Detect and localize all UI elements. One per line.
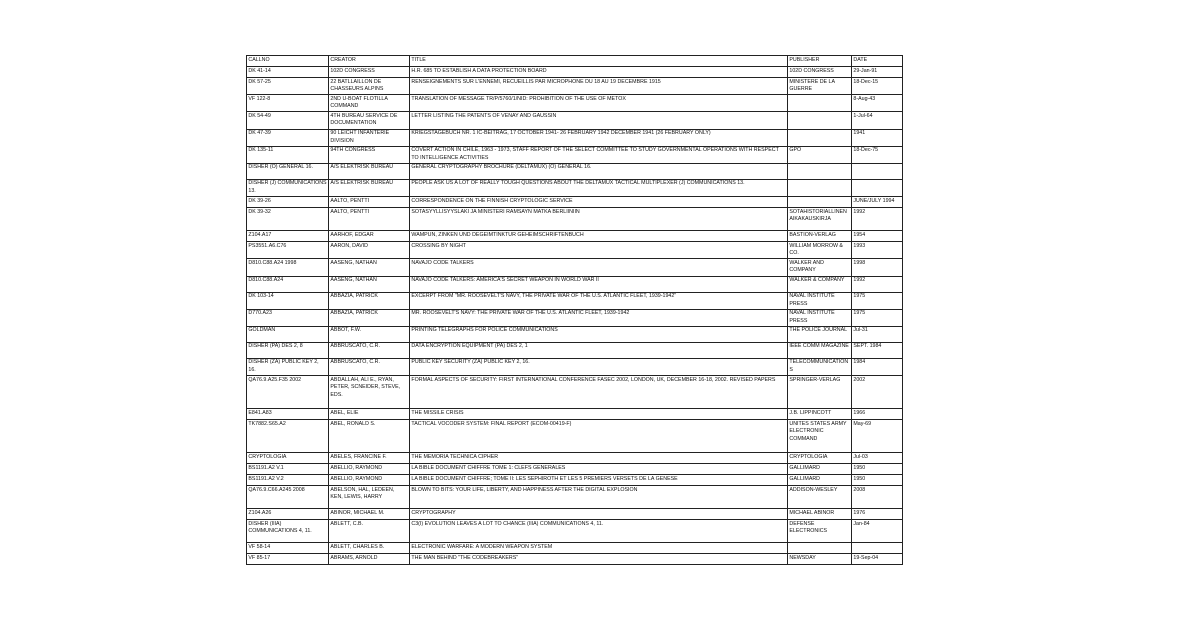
cell-creator: AALTO, PENTTI xyxy=(329,197,410,208)
cell-creator: 102D CONGRESS xyxy=(329,67,410,78)
cell-creator: AASENG, NATHAN xyxy=(329,259,410,276)
table-row xyxy=(247,509,903,520)
cell-publisher: CRYPTOLOGIA xyxy=(788,453,852,464)
cell-callno: DISHER (IIIA) COMMUNICATIONS 4, 11. xyxy=(247,520,329,543)
cell-creator: ABRAMS, ARNOLD xyxy=(329,554,410,565)
cell-title: CROSSING BY NIGHT xyxy=(410,242,788,259)
cell-date: 1976 xyxy=(852,509,903,520)
cell-title: C3(I) EVOLUTION LEAVES A LOT TO CHANCE (IIIA) COMMUNICATIONS 4, 11. xyxy=(410,520,788,543)
cell-callno: DISHER (PA) DES 2, 8 xyxy=(247,342,329,358)
cell-publisher: WALKER & COMPANY xyxy=(788,276,852,292)
cell-callno: Z104.A26 xyxy=(247,509,329,520)
cell-title: NAVAJO CODE TALKERS xyxy=(410,259,788,276)
cell-callno: Z104.A17 xyxy=(247,231,329,242)
table-row xyxy=(247,67,903,78)
cell-date: 1992 xyxy=(852,276,903,292)
cell-date: 1941 xyxy=(852,129,903,146)
table-row xyxy=(247,520,903,543)
cell-date: 18-Dec-75 xyxy=(852,146,903,163)
cell-title: CRYPTOGRAPHY xyxy=(410,509,788,520)
cell-callno: DISHER (O) GENERAL 16. xyxy=(247,163,329,179)
cell-creator: ABELLIO, RAYMOND xyxy=(329,464,410,475)
cell-publisher: TELECOMMUNICATIONS xyxy=(788,358,852,375)
cell-title: THE MAN BEHIND "THE CODEBREAKERS" xyxy=(410,554,788,565)
cell-title: SOTASYYLLISYYSLAKI JA MINISTERI RAMSAYN MATKA BERLIINIIN xyxy=(410,208,788,231)
table-row xyxy=(247,543,903,554)
cell-publisher: DEFENSE ELECTRONICS xyxy=(788,520,852,543)
cell-creator: ABELLIO, RAYMOND xyxy=(329,475,410,486)
cell-creator: ABBRUSCATO, C.R. xyxy=(329,358,410,375)
table-row xyxy=(247,464,903,475)
cell-date: Jan-84 xyxy=(852,520,903,543)
cell-publisher: GALLIMARD xyxy=(788,464,852,475)
header-creator: CREATOR xyxy=(329,56,410,67)
cell-creator: ABBRUSCATO, C.R. xyxy=(329,342,410,358)
cell-date: SEPT. 1984 xyxy=(852,342,903,358)
cell-creator: 90 LEICHT INFANTERIE DIVISION xyxy=(329,129,410,146)
table-row xyxy=(247,420,903,453)
cell-publisher: GPO xyxy=(788,146,852,163)
cell-title: COVERT ACTION IN CHILE, 1963 - 1973, STAFF REPORT OF THE SELECT COMMITTEE TO STUDY GOVERNMENTAL OPERATIONS WITH RESPECT TO INTELLIGENCE ACTIVITIES xyxy=(410,146,788,163)
table-row xyxy=(247,231,903,242)
cell-title: GENERAL CRYPTOGRAPHY BROCHURE (DELTAMUX) (O) GENERAL 16. xyxy=(410,163,788,179)
table-row xyxy=(247,95,903,112)
cell-creator: ABBAZIA, PATRICK xyxy=(329,309,410,326)
cell-title: RENSEIGNEMENTS SUR L'ENNEMI, RECUEILLIS PAR MICROPHONE DU 18 AU 19 DECEMBRE 1915 xyxy=(410,78,788,95)
cell-publisher: SOTAHISTORIALLINEN AIKAKAUSKIRJA xyxy=(788,208,852,231)
table-row xyxy=(247,78,903,95)
cell-date: Jul-31 xyxy=(852,326,903,342)
cell-callno: DK 39-32 xyxy=(247,208,329,231)
cell-creator: AALTO, PENTTI xyxy=(329,208,410,231)
cell-publisher: UNITES STATES ARMY ELECTRONIC COMMAND xyxy=(788,420,852,453)
cell-title: H.R. 685 TO ESTABLISH A DATA PROTECTION BOARD xyxy=(410,67,788,78)
table-row xyxy=(247,146,903,163)
cell-callno: DK 47-39 xyxy=(247,129,329,146)
cell-publisher xyxy=(788,95,852,112)
cell-publisher xyxy=(788,543,852,554)
cell-title: FORMAL ASPECTS OF SECURITY: FIRST INTERNATIONAL CONFERENCE FASEC 2002, LONDON, UK, DECEMBER 16-18, 2002. REVISED PAPERS xyxy=(410,376,788,409)
cell-title: TRANSLATION OF MESSAGE TR/P/5760/1/NID: PROHIBITION OF THE USE OF METOX xyxy=(410,95,788,112)
header-date: DATE xyxy=(852,56,903,67)
header-title: TITLE xyxy=(410,56,788,67)
cell-creator: 4TH BUREAU SERVICE DE DOCUMENTATION xyxy=(329,112,410,129)
cell-creator: ABBOT, F.W. xyxy=(329,326,410,342)
table-row xyxy=(247,112,903,129)
cell-creator: ABEL, ELIE xyxy=(329,409,410,420)
table-row xyxy=(247,292,903,309)
table-row xyxy=(247,179,903,196)
table-row xyxy=(247,276,903,292)
cell-date: 1975 xyxy=(852,309,903,326)
cell-title: CORRESPONDENCE ON THE FINNISH CRYPTOLOGIC SERVICE xyxy=(410,197,788,208)
cell-creator: ABINOR, MICHAEL M. xyxy=(329,509,410,520)
cell-title: LA BIBLE DOCUMENT CHIFFRE; TOME II: LES SEPHIROTH ET LES 5 PREMIERS VERSETS DE LA GENESE xyxy=(410,475,788,486)
cell-date: Jul-03 xyxy=(852,453,903,464)
cell-creator: ABELSON, HAL, LEDEEN, KEN, LEWIS, HARRY xyxy=(329,486,410,509)
cell-creator: A/S ELEKTRISK BUREAU xyxy=(329,163,410,179)
cell-title: ELECTRONIC WARFARE: A MODERN WEAPON SYSTEM xyxy=(410,543,788,554)
cell-publisher: NEWSDAY xyxy=(788,554,852,565)
cell-date: 1984 xyxy=(852,358,903,375)
cell-callno: DK 41-14 xyxy=(247,67,329,78)
cell-date: 18-Dec-15 xyxy=(852,78,903,95)
cell-title: THE MEMORIA TECHNICA CIPHER xyxy=(410,453,788,464)
cell-callno: D810.C88.A24 xyxy=(247,276,329,292)
cell-creator: A/S ELEKTRISK BUREAU xyxy=(329,179,410,196)
cell-date: 8-Aug-43 xyxy=(852,95,903,112)
cell-callno: VF 85-17 xyxy=(247,554,329,565)
cell-callno: DISHER (ZA) PUBLIC KEY 2, 16. xyxy=(247,358,329,375)
cell-callno: VF 58-14 xyxy=(247,543,329,554)
cell-callno: E841.A83 xyxy=(247,409,329,420)
cell-publisher: NAVAL INSTITUTE PRESS xyxy=(788,309,852,326)
cell-publisher: BASTION-VERLAG xyxy=(788,231,852,242)
cell-date: 2002 xyxy=(852,376,903,409)
cell-creator: AASENG, NATHAN xyxy=(329,276,410,292)
cell-callno: D810.C88.A24 1998 xyxy=(247,259,329,276)
table-row xyxy=(247,197,903,208)
table-row xyxy=(247,358,903,375)
cell-publisher: WALKER AND COMPANY xyxy=(788,259,852,276)
cell-creator: AARHOF, EDGAR xyxy=(329,231,410,242)
table-row xyxy=(247,453,903,464)
cell-date: 19-Sep-04 xyxy=(852,554,903,565)
header-row xyxy=(247,56,903,67)
cell-publisher xyxy=(788,179,852,196)
cell-creator: AARON, DAVID xyxy=(329,242,410,259)
cell-date: May-69 xyxy=(852,420,903,453)
cell-title: NAVAJO CODE TALKERS: AMERICA'S SECRET WEAPON IN WORLD WAR II xyxy=(410,276,788,292)
cell-title: MR. ROOSEVELT'S NAVY: THE PRIVATE WAR OF THE U.S. ATLANTIC FLEET, 1939-1942 xyxy=(410,309,788,326)
table-body xyxy=(247,67,903,565)
table-row xyxy=(247,309,903,326)
cell-callno: CRYPTOLOGIA xyxy=(247,453,329,464)
cell-publisher xyxy=(788,112,852,129)
table-row xyxy=(247,342,903,358)
table-row xyxy=(247,554,903,565)
cell-publisher: NAVAL INSTITUTE PRESS xyxy=(788,292,852,309)
cell-publisher: IEEE COMM MAGAZINE xyxy=(788,342,852,358)
cell-callno: DK 39-26 xyxy=(247,197,329,208)
cell-publisher: MINISTERE DE LA GUERRE xyxy=(788,78,852,95)
cell-date: 1993 xyxy=(852,242,903,259)
cell-creator: 94TH CONGRESS xyxy=(329,146,410,163)
cell-title: PRINTING TELEGRAPHS FOR POLICE COMMUNICATIONS xyxy=(410,326,788,342)
table-row xyxy=(247,326,903,342)
cell-publisher: WILLIAM MORROW & CO. xyxy=(788,242,852,259)
cell-publisher: MICHAEL ABINOR xyxy=(788,509,852,520)
cell-callno: BS1191.A2 V.1 xyxy=(247,464,329,475)
cell-date: 29-Jan-91 xyxy=(852,67,903,78)
cell-title: KRIEGSTAGEBUCH NR. 1 IC-BEITRAG, 17 OCTOBER 1941- 26 FEBRUARY 1942 DECEMBER 1941 (26 FEBRUARY ONLY) xyxy=(410,129,788,146)
header-callno: CALLNO xyxy=(247,56,329,67)
cell-title: LETTER LISTING THE PATENTS OF VENAY AND GAUSSIN xyxy=(410,112,788,129)
cell-callno: DK 54-49 xyxy=(247,112,329,129)
cell-publisher xyxy=(788,197,852,208)
cell-date: 1966 xyxy=(852,409,903,420)
cell-callno: QA76.9.A25.F35 2002 xyxy=(247,376,329,409)
cell-title: EXCERPT FROM "MR. ROOSEVELT'S NAVY, THE PRIVATE WAR OF THE U.S. ATLANTIC FLEET, 1939-1942" xyxy=(410,292,788,309)
cell-creator: ABELES, FRANCINE F. xyxy=(329,453,410,464)
cell-callno: PS3551.A6.C76 xyxy=(247,242,329,259)
cell-date xyxy=(852,543,903,554)
cell-publisher: J.B. LIPPINCOTT xyxy=(788,409,852,420)
cell-callno: QA76.9.C66.A245 2008 xyxy=(247,486,329,509)
table-row xyxy=(247,242,903,259)
cell-publisher: GALLIMARD xyxy=(788,475,852,486)
cell-title: LA BIBLE DOCUMENT CHIFFRE TOME 1: CLEFS GENERALES xyxy=(410,464,788,475)
cell-title: PEOPLE ASK US A LOT OF REALLY TOUGH QUESTIONS ABOUT THE DELTAMUX TACTICAL MULTIPLEXER (J) COMMUNICATIONS 13. xyxy=(410,179,788,196)
table-row xyxy=(247,208,903,231)
cell-callno: GOLDMAN xyxy=(247,326,329,342)
cell-callno: DK 135-11 xyxy=(247,146,329,163)
cell-date xyxy=(852,163,903,179)
cell-date: 1-Jul-64 xyxy=(852,112,903,129)
cell-date: 1998 xyxy=(852,259,903,276)
header-publisher: PUBLISHER xyxy=(788,56,852,67)
cell-title: BLOWN TO BITS: YOUR LIFE, LIBERTY, AND HAPPINESS AFTER THE DIGITAL EXPLOSION xyxy=(410,486,788,509)
cell-publisher: ADDISON-WESLEY xyxy=(788,486,852,509)
table-row xyxy=(247,376,903,409)
cell-callno: DK 57-25 xyxy=(247,78,329,95)
cell-creator: ABLETT, C.B. xyxy=(329,520,410,543)
cell-callno: D770.A23 xyxy=(247,309,329,326)
cell-title: DATA ENCRYPTION EQUIPMENT (PA) DES 2, 1 xyxy=(410,342,788,358)
cell-publisher: SPRINGER-VERLAG xyxy=(788,376,852,409)
cell-publisher: THE POLICE JOURNAL xyxy=(788,326,852,342)
table-row xyxy=(247,475,903,486)
cell-date: JUNE/JULY 1994 xyxy=(852,197,903,208)
cell-callno: TK7882.S65.A2 xyxy=(247,420,329,453)
cell-callno: VF 122-8 xyxy=(247,95,329,112)
cell-creator: ABDALLAH, ALI E., RYAN, PETER, SCNEIDER, STEVE, EDS. xyxy=(329,376,410,409)
cell-creator: 2ND U-BOAT FLOTILLA COMMAND xyxy=(329,95,410,112)
cell-title: THE MISSILE CRISIS xyxy=(410,409,788,420)
cell-title: TACTICAL VOCODER SYSTEM: FINAL REPORT (ECOM-00419-F) xyxy=(410,420,788,453)
cell-date: 1954 xyxy=(852,231,903,242)
cell-title: PUBLIC KEY SECURITY (ZA) PUBLIC KEY 2, 16. xyxy=(410,358,788,375)
cell-callno: BS1191.A2 V.2 xyxy=(247,475,329,486)
cell-publisher xyxy=(788,129,852,146)
cell-callno: DK 103-14 xyxy=(247,292,329,309)
cell-date: 1992 xyxy=(852,208,903,231)
table-row xyxy=(247,163,903,179)
table-row xyxy=(247,486,903,509)
cell-date: 1950 xyxy=(852,475,903,486)
table-row xyxy=(247,259,903,276)
cell-creator: ABEL, RONALD S. xyxy=(329,420,410,453)
cell-title: WAMPUN, ZINKEN UND DEGEIMTINKTUR GEHEIMSCHRIFTENBUCH xyxy=(410,231,788,242)
cell-publisher: 102D CONGRESS xyxy=(788,67,852,78)
cell-date xyxy=(852,179,903,196)
cell-date: 2008 xyxy=(852,486,903,509)
cell-creator: ABBAZIA, PATRICK xyxy=(329,292,410,309)
table-row xyxy=(247,409,903,420)
cell-publisher xyxy=(788,163,852,179)
cell-callno: DISHER (J) COMMUNICATIONS 13. xyxy=(247,179,329,196)
cell-creator: 22 BATLLAILLON DE CHASSEURS ALPINS xyxy=(329,78,410,95)
table-row xyxy=(247,129,903,146)
cell-date: 1975 xyxy=(852,292,903,309)
catalog-table xyxy=(246,55,903,565)
cell-creator: ABLETT, CHARLES B. xyxy=(329,543,410,554)
cell-date: 1950 xyxy=(852,464,903,475)
